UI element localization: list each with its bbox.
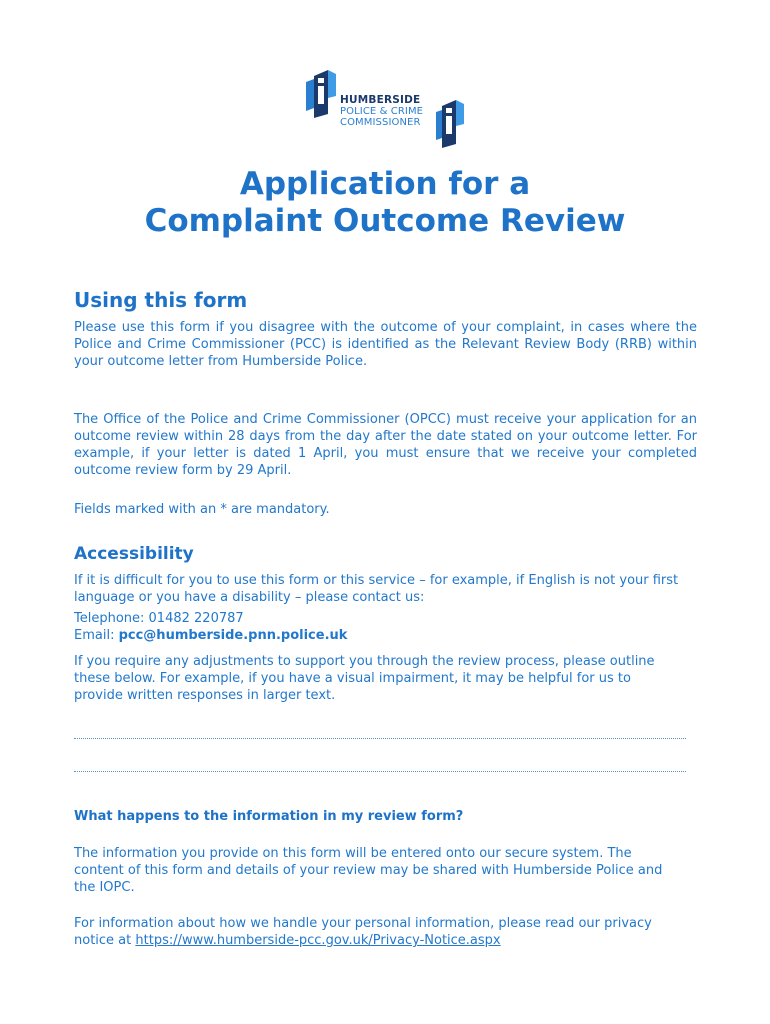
mandatory-note: Fields marked with an * are mandatory. [74,502,330,517]
email-address[interactable]: pcc@humberside.pnn.police.uk [118,628,348,643]
using-form-heading: Using this form [74,288,248,312]
accessibility-para-1: If it is difficult for you to use this form or this service – for example, if English is not your first language or you have a disability – please contact us: [74,573,679,605]
logo-text [340,94,423,128]
email-line [74,628,347,643]
information-para-2 [74,915,689,949]
logo-mark-left-icon [304,68,338,120]
page-title [0,166,770,240]
logo-mark-right-icon [434,98,466,150]
privacy-notice-link[interactable]: https://www.humberside-pcc.gov.uk/Privacy-Notice.aspx [135,933,501,948]
logo-line-3: COMMISSIONER [340,117,421,128]
using-form-para-2: The Office of the Police and Crime Commissioner (OPCC) must receive your application for an outcome review within 28 days from the day after the date stated on your outcome letter. For example, if your letter is dated 1 April, you must ensure that we receive your completed outcome review form by 29 April. [74,412,697,478]
information-para-1: The information you provide on this form will be entered onto our secure system. The content of this form and details of your review may be shared with Humberside Police and the IOPC. [74,846,663,895]
adjustments-input-line-1[interactable] [74,738,686,739]
information-heading: What happens to the information in my review form? [74,809,464,824]
logo-line-2: POLICE & CRIME [340,106,424,117]
title-line-1: Application for a [239,166,531,202]
accessibility-heading: Accessibility [74,544,194,564]
accessibility-para-2: If you require any adjustments to support you through the review process, please outline these below. For example, if you have a visual impairment, it may be helpful for us to provide written responses in larger text. [74,654,655,703]
pcc-logo [300,68,470,150]
using-form-para-1: Please use this form if you disagree with the outcome of your complaint, in cases where the Police and Crime Commissioner (PCC) is identified as the Relevant Review Body (RRB) within your outcome letter from Humberside Police. [74,320,697,369]
adjustments-input-line-2[interactable] [74,771,686,772]
privacy-prefix: For information about how we handle your personal information, please read our privacy notice at [74,916,652,948]
logo-line-1: HUMBERSIDE [340,94,421,106]
title-line-2: Complaint Outcome Review [144,203,626,239]
email-label: Email: [74,628,119,643]
telephone-text: Telephone: 01482 220787 [74,611,244,626]
